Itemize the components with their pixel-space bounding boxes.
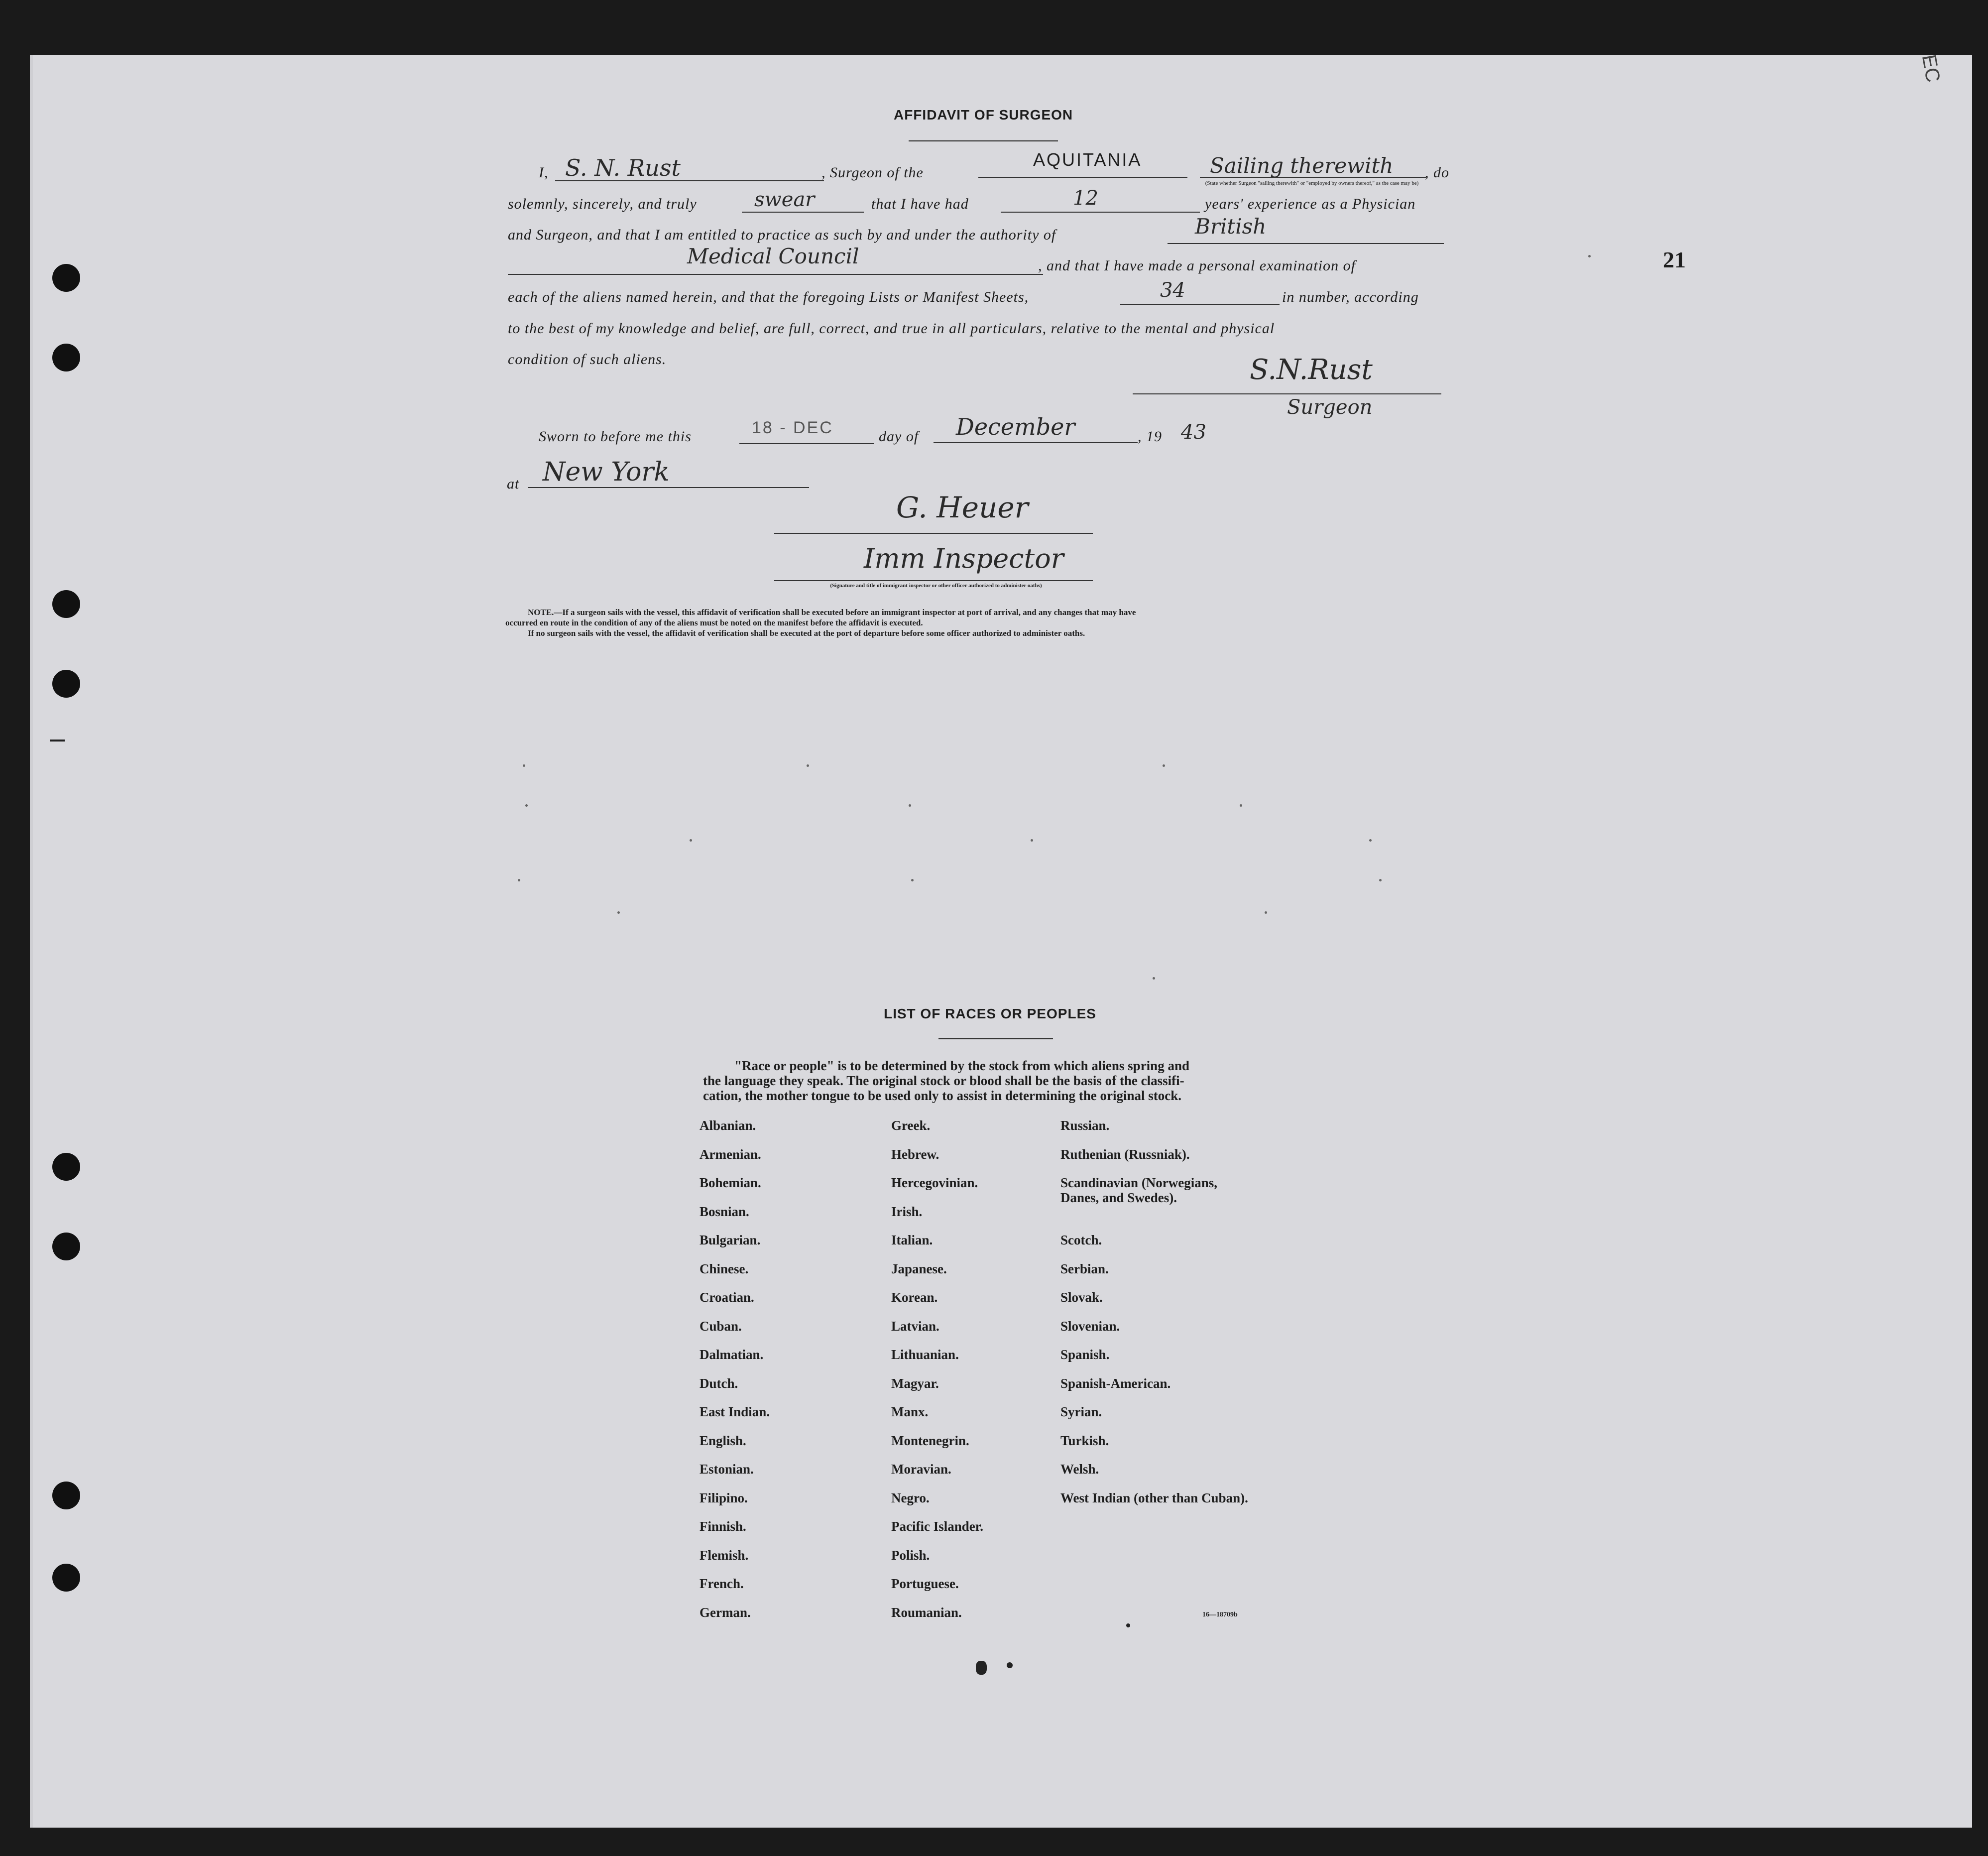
- race-item: Slovak.: [1060, 1290, 1103, 1305]
- signature-title: Surgeon: [1287, 396, 1373, 419]
- affidavit-line4-end: , and that I have made a personal examination of: [1038, 257, 1356, 274]
- ship-name: AQUITANIA: [1033, 149, 1142, 170]
- authority-1: British: [1195, 214, 1267, 239]
- speck: [617, 911, 620, 914]
- speck: [1163, 764, 1165, 767]
- race-item: Turkish.: [1060, 1433, 1109, 1448]
- speck: [1265, 911, 1267, 914]
- race-item: East Indian.: [700, 1404, 770, 1419]
- sailing-note: (State whether Surgeon "sailing therewith" or "employed by owners thereof," as the case may be): [1205, 180, 1419, 186]
- race-item: Dutch.: [700, 1375, 738, 1391]
- years-blank: [1001, 212, 1200, 213]
- race-item: Ruthenian (Russniak).: [1060, 1146, 1190, 1162]
- race-item: Dalmatian.: [700, 1347, 764, 1362]
- margin-mark: [50, 740, 65, 742]
- race-item: Pacific Islander.: [891, 1519, 983, 1534]
- race-item: Polish.: [891, 1547, 930, 1563]
- note-line-2: occurred en route in the condition of any of the aliens must be noted on the manifest before the affidavit is executed.: [505, 618, 923, 627]
- speck: [1588, 255, 1591, 257]
- race-item: Magyar.: [891, 1375, 939, 1391]
- affidavit-line1-end: , do: [1425, 164, 1449, 181]
- race-item: Hercegovinian.: [891, 1175, 978, 1190]
- race-item: Portuguese.: [891, 1576, 959, 1591]
- race-item: Scotch.: [1060, 1233, 1102, 1247]
- inspector-signature: G. Heuer: [896, 491, 1029, 524]
- years-experience: 12: [1073, 187, 1098, 210]
- affidavit-line1-mid: , Surgeon of the: [821, 164, 924, 181]
- sworn-day: 18 - DEC: [752, 418, 833, 437]
- authority-2: Medical Council: [687, 244, 859, 268]
- race-item: Bosnian.: [700, 1204, 749, 1219]
- sworn-month-blank: [934, 442, 1138, 443]
- race-item: Manx.: [891, 1404, 929, 1419]
- sheet-count-blank: [1120, 304, 1280, 305]
- race-item: Italian.: [891, 1233, 933, 1247]
- speck: [911, 879, 914, 881]
- race-item: Serbian.: [1060, 1261, 1109, 1276]
- binder-hole: [52, 1482, 80, 1509]
- speck: [1153, 977, 1155, 980]
- affidavit-line2-end: years' experience as a Physician: [1205, 196, 1416, 212]
- sworn-year: 43: [1181, 421, 1206, 444]
- sailing-status-blank: [1200, 177, 1426, 178]
- speck: [1126, 1623, 1130, 1627]
- title-rule: [909, 140, 1058, 141]
- speck: [1240, 804, 1242, 807]
- affidavit-line2-mid: that I have had: [871, 196, 969, 212]
- corner-mark: EC: [1917, 53, 1944, 84]
- note-line-3: If no surgeon sails with the vessel, the affidavit of verification shall be executed at the port of departure before some officer authorized to administer oaths.: [528, 628, 1085, 638]
- oath-word-blank: [742, 212, 864, 213]
- race-item: Armenian.: [700, 1146, 761, 1162]
- surgeon-signature: S.N.Rust: [1250, 354, 1373, 386]
- sworn-place: New York: [543, 457, 670, 487]
- race-item: Syrian.: [1060, 1404, 1102, 1419]
- race-item: Chinese.: [700, 1261, 749, 1276]
- race-item: Negro.: [891, 1490, 930, 1505]
- race-item: Spanish.: [1060, 1347, 1110, 1362]
- race-item: Finnish.: [700, 1519, 746, 1534]
- binder-hole: [52, 590, 80, 618]
- race-item: Bohemian.: [700, 1175, 761, 1190]
- race-item: Moravian.: [891, 1462, 951, 1477]
- speck: [523, 764, 525, 767]
- sworn-day-blank: [739, 443, 874, 444]
- race-item: German.: [700, 1605, 751, 1620]
- affidavit-line5-end: in number, according: [1282, 289, 1419, 305]
- sheet-count: 34: [1160, 279, 1185, 302]
- race-item: Scandinavian (Norwegians, Danes, and Swedes).: [1060, 1175, 1218, 1205]
- race-item: Japanese.: [891, 1261, 947, 1276]
- form-number: 16—18709b: [1202, 1611, 1238, 1618]
- race-item: Russian.: [1060, 1118, 1110, 1133]
- race-item: Lithuanian.: [891, 1347, 959, 1362]
- surgeon-name-blank: [555, 180, 824, 181]
- race-item: West Indian (other than Cuban).: [1060, 1490, 1248, 1505]
- binder-hole: [52, 1153, 80, 1181]
- speck: [518, 879, 520, 881]
- binder-hole: [52, 670, 80, 698]
- race-item: French.: [700, 1576, 744, 1591]
- sailing-status: Sailing therewith: [1210, 153, 1394, 178]
- race-item: Greek.: [891, 1118, 931, 1133]
- races-title-rule: [938, 1038, 1053, 1039]
- surgeon-name: S. N. Rust: [565, 154, 681, 181]
- speck: [909, 804, 911, 807]
- affidavit-title: AFFIDAVIT OF SURGEON: [894, 107, 1073, 123]
- inspector-title: Imm Inspector: [864, 543, 1064, 574]
- race-item: Irish.: [891, 1204, 923, 1219]
- race-item: Welsh.: [1060, 1462, 1099, 1477]
- races-intro-2: the language they speak. The original stock or blood shall be the basis of the classifi-: [703, 1073, 1184, 1088]
- sworn-year-prefix: , 19: [1138, 428, 1162, 445]
- race-item: Albanian.: [700, 1118, 756, 1133]
- binder-hole: [52, 344, 80, 371]
- races-title: LIST OF RACES OR PEOPLES: [884, 1006, 1096, 1021]
- race-item: Montenegrin.: [891, 1433, 969, 1448]
- affidavit-line2-prefix: solemnly, sincerely, and truly: [508, 196, 697, 212]
- authority-blank-2: [508, 274, 1043, 275]
- speck: [525, 804, 528, 807]
- signature-line: [1133, 393, 1441, 394]
- speck: [1031, 839, 1033, 842]
- inspector-caption: (Signature and title of immigrant inspector or other officer authorized to administer oaths): [830, 583, 1042, 589]
- authority-blank-1: [1168, 243, 1444, 244]
- sworn-month: December: [956, 413, 1075, 440]
- place-blank: [528, 487, 809, 488]
- speck: [807, 764, 809, 767]
- binder-hole: [52, 1564, 80, 1592]
- ink-blot: [1007, 1662, 1013, 1668]
- race-item: Roumanian.: [891, 1605, 962, 1620]
- races-intro-1: "Race or people" is to be determined by the stock from which aliens spring and: [734, 1058, 1189, 1073]
- page-number: 21: [1663, 247, 1686, 272]
- speck: [1379, 879, 1382, 881]
- affidavit-line3: and Surgeon, and that I am entitled to practice as such by and under the authority of: [508, 227, 1056, 243]
- race-item: Hebrew.: [891, 1146, 939, 1162]
- race-item: Slovenian.: [1060, 1318, 1120, 1334]
- race-item: Estonian.: [700, 1462, 754, 1477]
- sworn-prefix: Sworn to before me this: [539, 428, 692, 445]
- oath-word: swear: [754, 188, 815, 211]
- affidavit-line6: to the best of my knowledge and belief, are full, correct, and true in all particulars, relative to the mental and physical: [508, 320, 1275, 337]
- race-item: Croatian.: [700, 1290, 754, 1305]
- affidavit-line1-prefix: I,: [539, 164, 549, 181]
- affidavit-line7: condition of such aliens.: [508, 351, 667, 368]
- speck: [1369, 839, 1372, 842]
- note-line-1: NOTE.—If a surgeon sails with the vessel, this affidavit of verification shall be executed before an immigrant inspector at port of arrival, and any changes that may have: [528, 608, 1136, 617]
- race-item: Flemish.: [700, 1547, 749, 1563]
- binder-hole: [52, 264, 80, 292]
- sworn-mid: day of: [879, 428, 919, 445]
- race-item: Bulgarian.: [700, 1233, 761, 1247]
- binder-hole: [52, 1233, 80, 1260]
- inspector-line-2: [774, 580, 1093, 581]
- race-item: Korean.: [891, 1290, 938, 1305]
- races-intro-3: cation, the mother tongue to be used only to assist in determining the original stock.: [703, 1088, 1182, 1103]
- race-item: Latvian.: [891, 1318, 939, 1334]
- race-item: English.: [700, 1433, 746, 1448]
- affidavit-line5-prefix: each of the aliens named herein, and that the foregoing Lists or Manifest Sheets,: [508, 289, 1029, 305]
- inspector-line-1: [774, 533, 1093, 534]
- race-item: Spanish-American.: [1060, 1375, 1171, 1391]
- ship-name-blank: [978, 177, 1187, 178]
- ink-blot: [976, 1661, 987, 1675]
- at-label: at: [507, 476, 520, 492]
- race-item: Filipino.: [700, 1490, 748, 1505]
- speck: [690, 839, 692, 842]
- race-item: Cuban.: [700, 1318, 742, 1334]
